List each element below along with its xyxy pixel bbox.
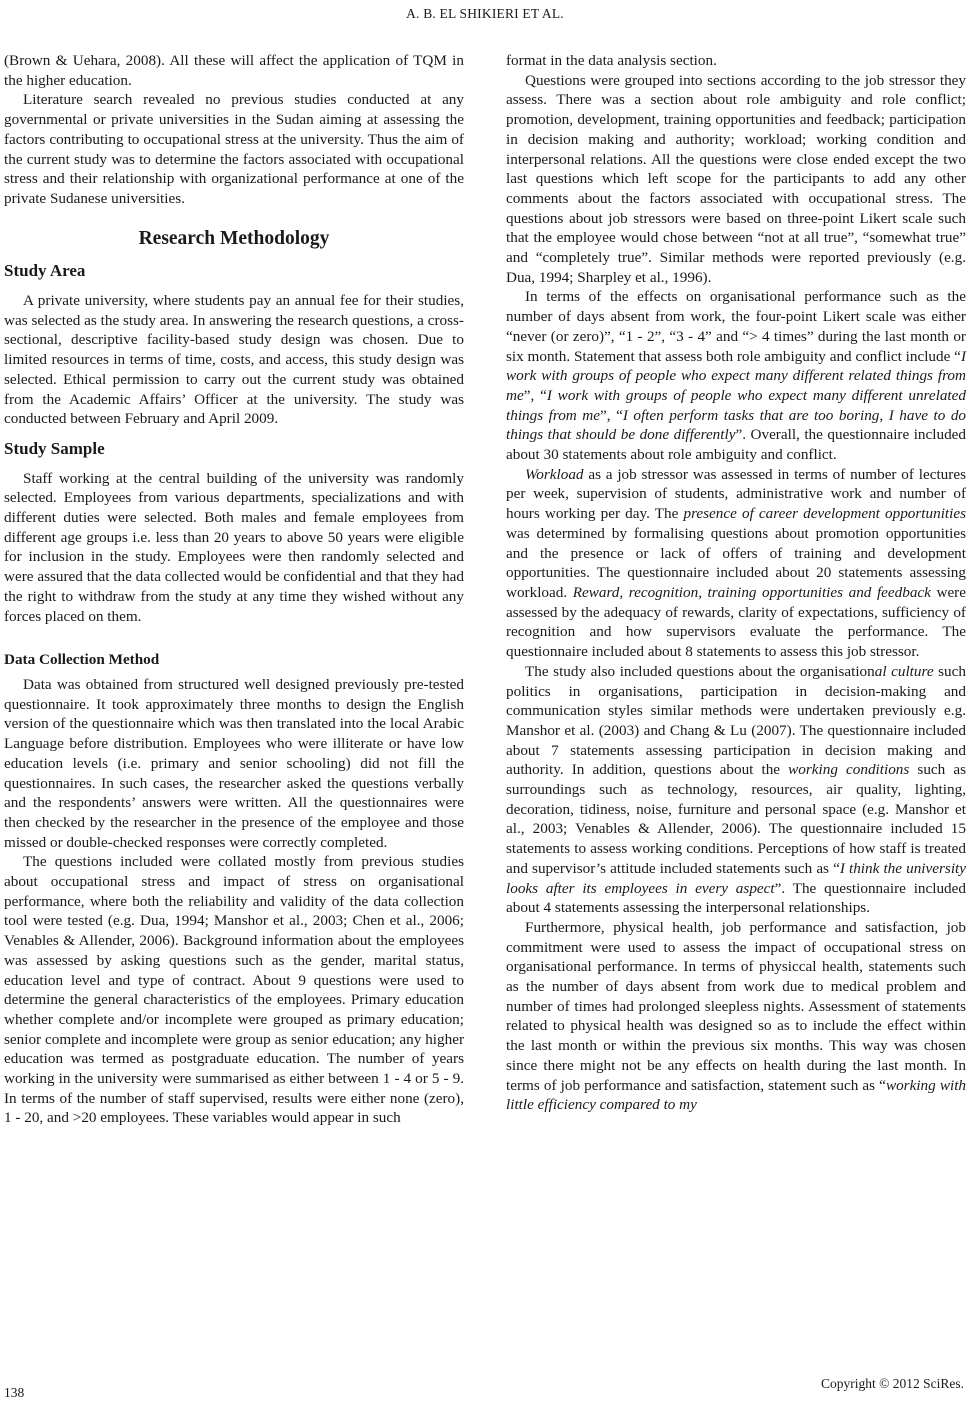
italic-quote: I think the university looks after its employees in every aspect	[506, 859, 966, 897]
left-column	[4, 51, 464, 1128]
copyright-notice: Copyright © 2012 SciRes.	[820, 1376, 964, 1391]
italic-term: working conditions	[788, 761, 910, 779]
subheading-study-area: Study Area	[4, 261, 86, 281]
paragraph-workload	[506, 465, 966, 662]
italic-term: al culture	[874, 662, 934, 680]
paragraph-intro-continued: (Brown & Uehara, 2008). All these will affect the application of TQM in the higher education.	[4, 52, 464, 89]
subheading-data-collection: Data Collection Method	[4, 651, 160, 669]
text-span: such politics in organisations, participation in decision-making and communication styles similar methods were undertaken previously e.g. Manshor et al. (2003) and Chang & Lu (2007). The questionnaire included about 7 statements assessing participation in decision making and authority. In addition, questions about the	[506, 662, 966, 779]
text-span: ”. The questionnaire included about 4 statements assessing the interpersonal relationships.	[506, 879, 966, 917]
text-span: In terms of the effects on organisational performance such as the number of days absent from work, the four-point Likert scale was either “never (or zero)”, “1 - 2”, “3 - 4” and “> 4 times” during the last month or six month. Statement that assess both role ambiguity and conflict include “	[506, 288, 966, 365]
paragraph-question-groups: Questions were grouped into sections according to the job stressor they assess. There was a section about role ambiguity and role conflict; promotion, development, training opportunities and feedback; participation in decision making and authority; workload; working condition and interpersonal relations. All the questions were close ended except the two last questions which left scope for the participants to add any other comments about the factors associated with occupational stress. The questions about job stressors were based on three-point Likert scale such that the employee would chose between “not at all true”, “somewhat true” and “completely true”. Similar methods were reported previously (e.g. Dua, 1994; Sharpley et al., 1996).	[506, 71, 966, 286]
paragraph-physical-health	[506, 918, 966, 1115]
text-span: as a job stressor was assessed in terms of number of lectures per week, supervision of students, administrative work and number of hours working per day. The	[506, 465, 966, 523]
italic-quote: I work with groups of people who expect many different related things from me	[506, 347, 966, 404]
paragraph-organisational-culture	[506, 662, 966, 918]
paragraph-study-sample: Staff working at the central building of the university was randomly selected. Employees from various departments, specializations and with different duties were selected. Both males and female employees from different age groups i.e. less than 20 years to above 50 years were eligible for inclusion in the study. Employees were then randomly selected and were assured that the data collected would be confidential and that they had the right to withdraw from the study at any time they wished without any forces placed on them.	[4, 469, 464, 625]
text-span: such as surroundings such as technology, resources, air quality, lighting, decoration, tidiness, noise, furniture and personal space (e.g. Manshor et al., 2003; Venables & Allender, 2006). The questionnaire included 15 statements to assess working conditions. Perceptions of how staff is treated and supervisor’s attitude included statements such as “	[506, 761, 967, 877]
italic-quote: I often perform tasks that are too boring	[622, 406, 880, 424]
text-span: ,	[879, 406, 889, 424]
paragraph-performance-effects	[506, 287, 966, 464]
text-span: ”, “	[600, 406, 623, 424]
paragraph-data-collection: Data was obtained from structured well designed previously pre-tested questionnaire. It took approximately three months to design the English version of the questionnaire which was then translated into the local Arabic Language before distribution. Employees who were illiterate or have low education levels (i.e. primary and senior schooling) did not fill the questionnaires. In such cases, the researcher asked the questions verbally and the respondents’ answers were written. All the questionnaires were then checked by the researcher in the presence of the employee and those missed or double-checked responses were correctly completed.	[4, 675, 464, 851]
text-span: The study also included questions about the organisation	[525, 662, 875, 680]
paragraph-format: format in the data analysis section.	[506, 52, 717, 69]
paragraph-study-area: A private university, where students pay an annual fee for their studies, was selected as the study area. In answering the research questions, a cross-sectional, descriptive facility-based study design was chosen. Due to limited resources in terms of time, costs, and access, this study design was selected. Ethical permission to carry out the current study was obtained from the Academic Affairs’ Officer at the university. The study was conducted between February and April 2009.	[4, 292, 464, 428]
right-column	[506, 51, 966, 1115]
section-heading-methodology: Research Methodology	[138, 227, 330, 249]
italic-quote: working with little efficiency compared to my	[506, 1076, 967, 1114]
italic-term: presence of career development opportunities	[683, 505, 967, 523]
running-head: A. B. EL SHIKIERI ET AL.	[406, 6, 564, 21]
paragraph-questions: The questions included were collated mostly from previous studies about occupational stress and impact of stress on organisational performance, where both the reliability and validity of the data collection tool were tested (e.g. Dua, 1994; Manshor et al., 2003; Chen et al., 2006; Venables & Allender, 2006). Background information about the employees was assessed by asking questions such as the gender, marital status, education level and type of contract. About 9 questions were used to determine the general characteristics of the employees. Primary education whether complete and/or incomplete were grouped as primary education; senior complete and incomplete were group as senior education; any higher education was termed as postgraduate education. The number of years working in the university were summarised as either between 1 - 4 or 5 - 9. In terms of the number of staff supervised, results were either none (zero), 1 - 20, and >20 employees. These variables would appear in such	[4, 853, 464, 1127]
italic-quote: I work with groups of people who expect many different unrelated things from me	[506, 386, 966, 424]
subheading-study-sample: Study Sample	[4, 438, 105, 458]
page-number: 138	[4, 1385, 25, 1400]
text-span: Furthermore, physical health, job performance and satisfaction, job commitment were used to assess the impact of occupational stress on organisational performance. In terms of physiccal health, statements such as the number of days absent from work due to medical problem and number of times had prolonged sleepless nights. Assessment of statements related to physical health was designed so as to include the effect within the last month or within the previous six months. This way was chosen since there might not be any effects on health during the last month. In terms of job performance and satisfaction, statement such as “	[506, 918, 966, 1094]
italic-quote: I have to do things that should be done differently	[506, 406, 967, 444]
text-span: ”. Overall, the questionnaire included about 30 statements about role ambiguity and conflict.	[506, 426, 966, 464]
paragraph-literature: Literature search revealed no previous studies conducted at any governmental or private universities in the Sudan aiming at assessing the factors contributing to occupational stress at the university. Thus the aim of the current study was to determine the factors associated with occupational stress and their relationship with organizational performance at one of the private Sudanese universities.	[4, 91, 464, 207]
italic-term: Workload	[525, 465, 584, 483]
text-span: were assessed by the adequacy of rewards, clarity of expectations, sufficiency of recognition and how supervisors evaluate the performance. The questionnaire included about 8 statements to assess this job stressor.	[506, 583, 966, 661]
text-span: ”, “	[523, 386, 547, 404]
italic-term: Reward, recognition, training opportunities and feedback	[572, 583, 931, 601]
text-span: was determined by formalising questions about promotion opportunities and the presence or lack of offers of training and development opportunities. The questionnaire included about 20 statements assessing workload.	[506, 524, 966, 601]
